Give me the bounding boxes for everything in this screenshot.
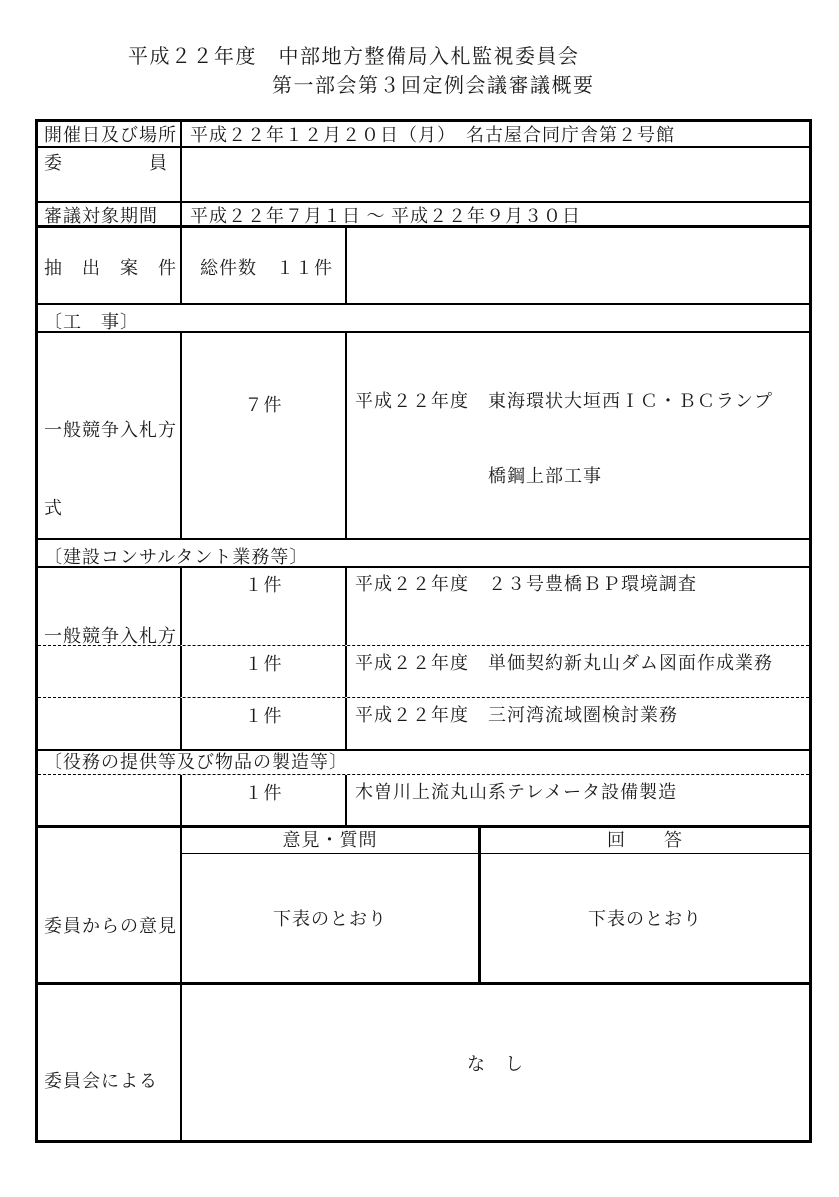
services-section-header-row bbox=[38, 751, 809, 775]
opinions-answers-header: 回 答 bbox=[607, 830, 683, 850]
opinions-answers-value: 下表のとおり bbox=[588, 909, 702, 929]
opinions-questions-value: 下表のとおり bbox=[182, 854, 481, 982]
consulting-open-bid-row bbox=[38, 568, 809, 646]
venue-label: 開催日及び場所 bbox=[38, 122, 182, 146]
period-row bbox=[38, 203, 809, 228]
construction-method-line1: 一般競争入札方 bbox=[44, 420, 177, 440]
consulting-proposal-project: 平成２２年度 三河湾流域圏検討業務 bbox=[355, 705, 678, 725]
consulting-designated-bid-count: １件 bbox=[182, 646, 347, 697]
consulting-section-header-row bbox=[38, 540, 809, 568]
consulting-open-bid-label bbox=[38, 568, 182, 645]
services-section-header: 〔役務の提供等及び物品の製造等〕 bbox=[44, 752, 348, 772]
consulting-designated-bid-label bbox=[38, 646, 182, 697]
extracted-cases-empty-cell bbox=[347, 228, 809, 303]
consulting-open-bid-project: 平成２２年度 ２３号豊橋ＢＰ環境調査 bbox=[355, 574, 697, 594]
construction-project-list bbox=[347, 333, 809, 538]
recommendation-value: な し bbox=[467, 1053, 524, 1074]
opinions-label-line1: 委員からの意見 bbox=[44, 916, 177, 936]
project-line-wrapped: 橋鋼上部工事 bbox=[488, 466, 602, 486]
venue-value: 平成２２年１２月２０日（月） 名古屋合同庁舎第２号館 bbox=[190, 125, 675, 145]
document-title-line1: 平成２２年度 中部地方整備局入札監視委員会 bbox=[128, 46, 580, 68]
members-row bbox=[38, 148, 809, 203]
construction-method-label bbox=[38, 333, 182, 538]
consulting-open-bid-count: １件 bbox=[182, 568, 347, 645]
construction-count: ７件 bbox=[182, 333, 347, 538]
period-label: 審議対象期間 bbox=[38, 203, 182, 225]
recommendation-row bbox=[38, 985, 809, 1140]
construction-method-line2: 式 bbox=[44, 498, 63, 518]
opinions-columns bbox=[182, 828, 809, 982]
period-value: 平成２２年７月１日 ～ 平成２２年９月３０日 bbox=[190, 206, 581, 226]
consulting-proposal-row bbox=[38, 698, 809, 751]
consulting-proposal-count: １件 bbox=[182, 698, 347, 749]
members-label-right: 員 bbox=[149, 153, 168, 173]
services-open-bid-project: 木曽川上流丸山系テレメータ設備製造 bbox=[355, 782, 678, 802]
recommendation-label-line1: 委員会による bbox=[44, 1071, 158, 1091]
summary-table bbox=[35, 119, 812, 1143]
venue-row bbox=[38, 122, 809, 148]
opinions-label bbox=[38, 828, 182, 982]
services-open-bid-label bbox=[38, 775, 182, 825]
project-line: 平成２２年度 東海環状大垣西ＩＣ・ＢＣランプ bbox=[355, 391, 773, 411]
consulting-section-header: 〔建設コンサルタント業務等〕 bbox=[44, 547, 309, 567]
extracted-cases-row bbox=[38, 228, 809, 305]
construction-section-header-row bbox=[38, 305, 809, 333]
consulting-proposal-label bbox=[38, 698, 182, 749]
extracted-cases-label: 抽 出 案 件 bbox=[38, 228, 182, 303]
members-value bbox=[182, 148, 809, 201]
members-label bbox=[38, 148, 182, 201]
method-line1: 一般競争入札方 bbox=[44, 626, 177, 646]
document-title-line2: 第一部会第３回定例会議審議概要 bbox=[272, 75, 595, 97]
construction-method-row bbox=[38, 333, 809, 540]
consulting-designated-bid-project: 平成２２年度 単価契約新丸山ダム図面作成業務 bbox=[355, 653, 773, 673]
opinions-row bbox=[38, 828, 809, 985]
members-label-left: 委 bbox=[44, 153, 63, 173]
recommendation-label bbox=[38, 985, 182, 1140]
construction-section-header: 〔工 事〕 bbox=[44, 312, 139, 332]
services-open-bid-row bbox=[38, 775, 809, 828]
services-open-bid-count: １件 bbox=[182, 775, 347, 825]
opinions-header-row bbox=[182, 828, 809, 854]
extracted-cases-total: 総件数 １１件 bbox=[182, 228, 347, 303]
opinions-questions-header: 意見・質問 bbox=[182, 828, 481, 853]
consulting-designated-bid-row bbox=[38, 646, 809, 698]
opinions-body-row bbox=[182, 854, 809, 982]
